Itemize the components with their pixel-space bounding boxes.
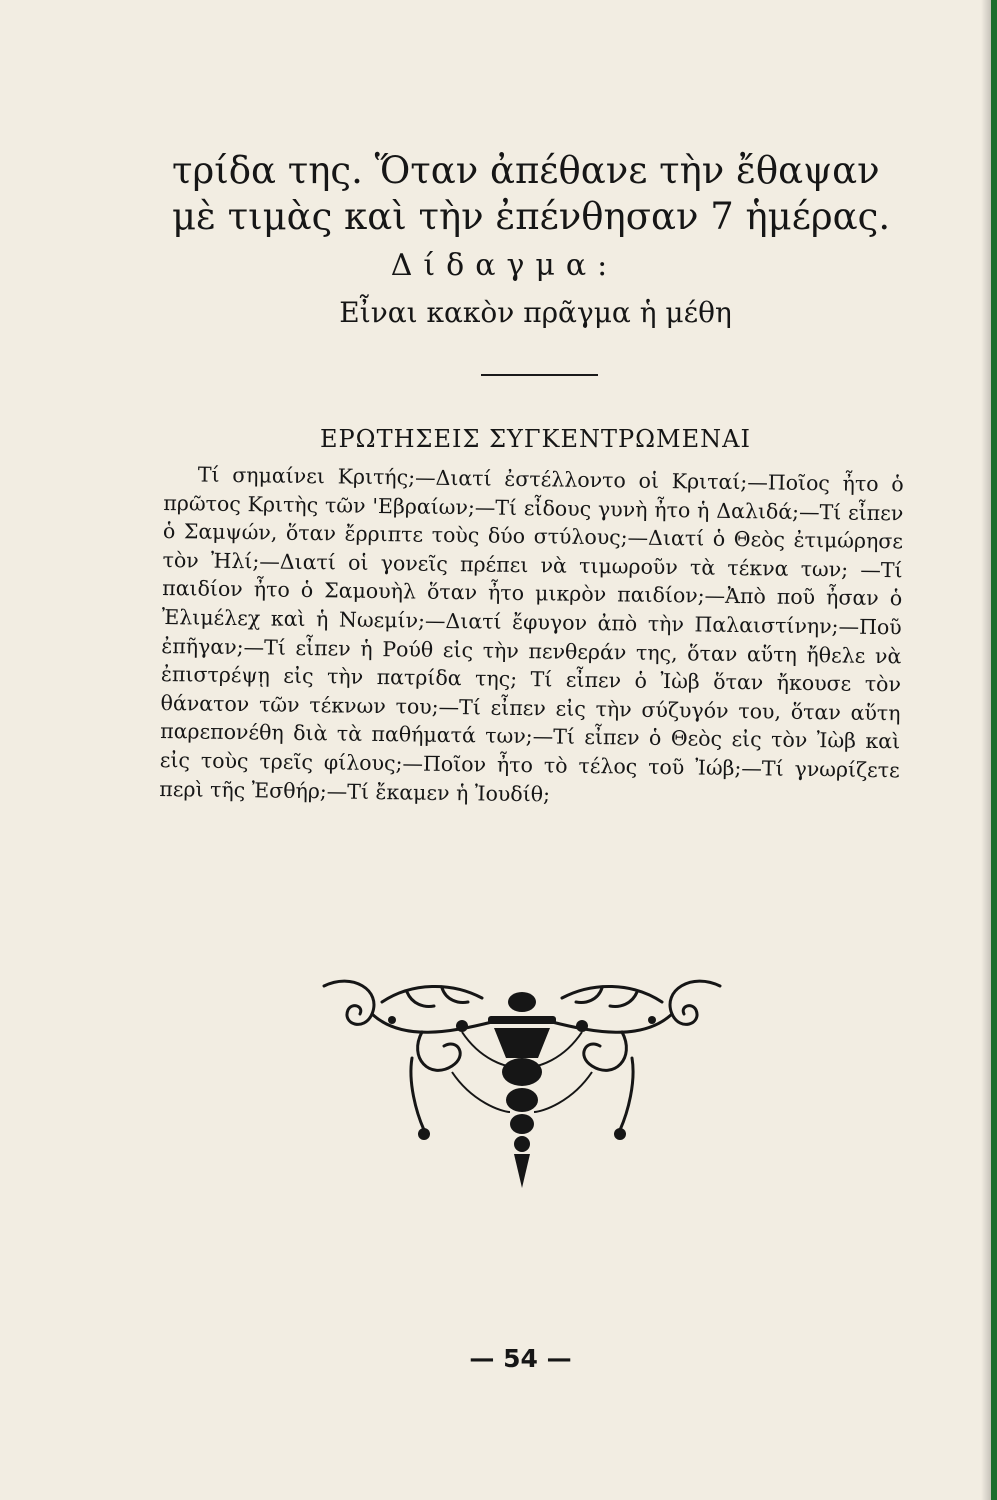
lesson-label: Δίδαγμα: [390,248,619,283]
questions-paragraph: Τί σημαίνει Κριτής;—Διατί ἐστέλλοντο οἱ Κριταί;—Ποῖος ἦτο ὁ πρῶτος Κριτὴς τῶν 'Εβραίων;—Τί εἶδους γυνὴ ἦτο ἡ Δαλιδά;—Τί εἶπεν ὁ Σαμψών, ὅταν ἔρριπτε τοὺς δύο στύλους;—Διατί ὁ Θεὸς ἐτιμώρησε τὸν Ἠλί;—Διατί οἱ γονεῖς πρέπει νὰ τιμωροῦν τὰ τέκνα των; —Τί παιδίον ἦτο ὁ Σαμουὴλ ὅταν ἦτο μικρὸν παιδίον;—Ἀπὸ ποῦ ἦσαν ὁ Ἐλιμέλεχ καὶ ἡ Νωεμίν;—Διατί ἔφυγον ἀπὸ τὴν Παλαιστίνην;—Ποῦ ἐπῆγαν;—Τί εἶπεν ἡ Ρούθ εἰς τὴν πενθεράν της, ὅταν αὕτη ἤθελε νὰ ἐπιστρέψῃ εἰς τὴν πατρίδα της; Τί εἶπεν ὁ Ἰὼβ ὅταν ἤκουσε τὸν θάνατον τῶν τέκνων του;—Τί εἶπεν εἰς τὴν σύζυγόν του, ὅταν αὕτη παρεπονέθη διὰ τὰ παθήματά των;—Τί εἶπεν ὁ Θεὸς εἰς τὸν Ἰὼβ καὶ εἰς τοὺς τρεῖς φίλους;—Ποῖον ἦτο τὸ τέλος τοῦ Ἰώβ;—Τί γνωρίζετε περὶ τῆς Ἐσθήρ;—Τί ἔκαμεν ἡ Ἰουδίθ; [159,462,904,806]
lesson-text: Εἶναι κακὸν πρᾶγμα ἡ μέθη [339,296,732,329]
page-edge-shadow [981,0,991,1500]
questions-heading: ΕΡΩΤΗΣΕΙΣ ΣΥΓΚΕΝΤΡΩΜΕΝΑΙ [320,425,751,453]
intro-paragraph: τρίδα της. Ὅταν ἀπέθανε τὴν ἔθαψαν μὲ τιμὰς καὶ τὴν ἐπένθησαν 7 ἡμέρας. [172,149,891,238]
page-number: — 54 — [469,1344,572,1373]
section-divider [481,374,598,376]
ornament-vignette [312,962,732,1192]
